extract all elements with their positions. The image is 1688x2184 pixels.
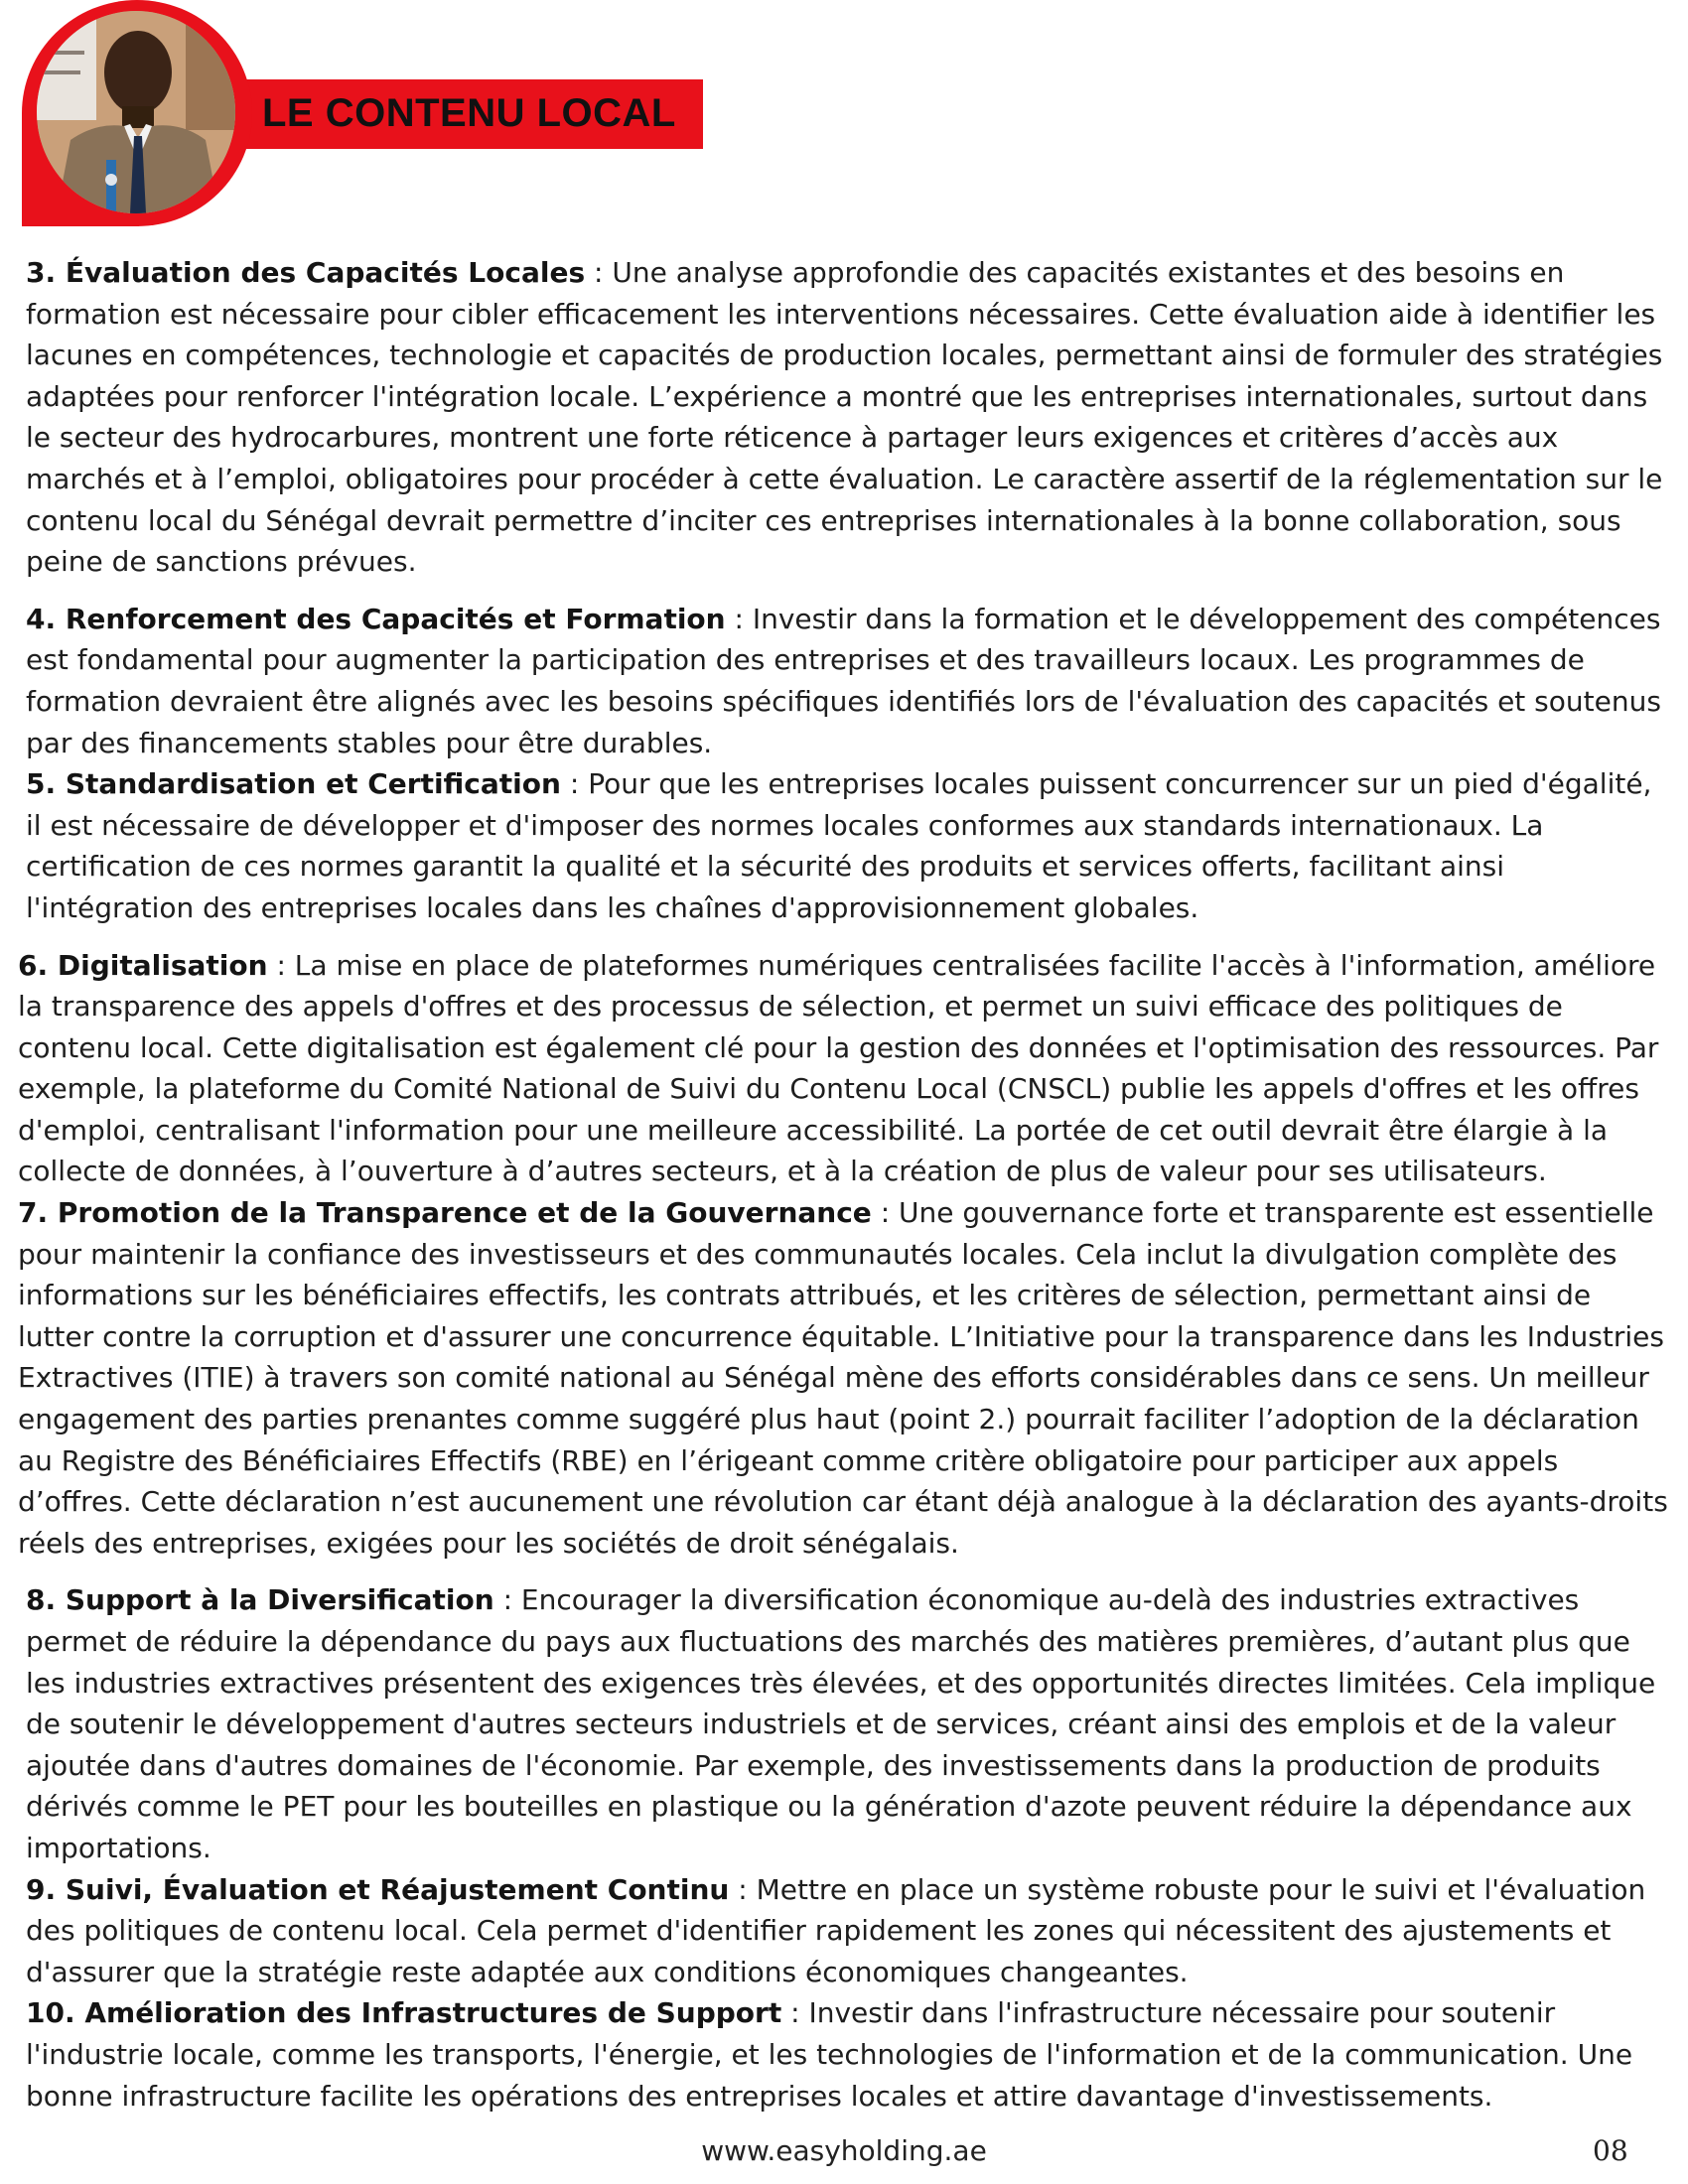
- section-6: [18, 945, 1674, 1193]
- section-5: [26, 763, 1674, 928]
- separator: :: [493, 1583, 521, 1617]
- separator: :: [871, 1196, 900, 1230]
- section-heading: 3. Évaluation des Capacités Locales: [26, 256, 586, 289]
- section-text: Encourager la diversification économique au-delà des industries extractives permet de réduire la dépendance du pays aux fluctuations des marchés des matières premières, d’autant plus que les industries extractives présentent des exigences très élevées, et des opportunités directes limitées. Cela implique de soutenir le développement d'autres secteurs industriels et de services, créant ainsi des emplois et de la valeur ajoutée dans d'autres domaines de l'économie. Par exemple, des investissements dans la production de produits dérivés comme le PET pour les bouteilles en plastique ou la génération d'azote peuvent réduire la dépendance aux importations.: [26, 1583, 1656, 1864]
- section-heading: 10. Amélioration des Infrastructures de Support: [26, 1996, 782, 2030]
- section-text: Investir dans l'infrastructure nécessaire pour soutenir l'industrie locale, comme les transports, l'énergie, et les technologies de l'information et de la communication. Une bonne infrastructure facilite les opérations des entreprises locales et attire davantage d'investissements.: [26, 1996, 1633, 2113]
- separator: :: [725, 602, 753, 635]
- section-9: [26, 1869, 1674, 1993]
- footer-website-link[interactable]: www.easyholding.ae: [701, 2134, 987, 2167]
- page-header: [0, 0, 1688, 238]
- section-heading: 6. Digitalisation: [18, 948, 268, 982]
- section-text: La mise en place de plateformes numériques centralisées facilite l'accès à l'information, améliore la transparence des appels d'offres et des processus de sélection, et permet un suivi efficace des politiques de contenu local. Cette digitalisation est également clé pour la gestion des données et l'optimisation des ressources. Par exemple, la plateforme du Comité National de Suivi du Contenu Local (CNSCL) publie les appels d'offres et les offres d'emploi, centralisant l'information pour une meilleure accessibilité. La portée de cet outil devrait être élargie à la collecte de données, à l’ouverture à d’autres secteurs, et à la création de plus de valeur pour ses utilisateurs.: [18, 948, 1659, 1188]
- separator: :: [560, 767, 589, 801]
- section-text: Pour que les entreprises locales puissent concurrencer sur un pied d'égalité, il est nécessaire de développer et d'imposer des normes locales conformes aux standards internationaux. La certification de ces normes garantit la qualité et la sécurité des produits et services offerts, facilitant ainsi l'intégration des entreprises locales dans les chaînes d'approvisionnement globales.: [26, 767, 1652, 924]
- section-8: [26, 1579, 1674, 1868]
- section-7: [18, 1192, 1674, 1564]
- author-photo: [37, 11, 235, 213]
- section-heading: 8. Support à la Diversification: [26, 1583, 494, 1617]
- article-body: [18, 252, 1674, 2116]
- section-text: Investir dans la formation et le développement des compétences est fondamental pour augmenter la participation des entreprises et des travailleurs locaux. Les programmes de formation devraient être alignés avec les besoins spécifiques identifiés lors de l'évaluation des capacités et soutenus par des financements stables pour être durables.: [26, 602, 1661, 759]
- page-number: 08: [1593, 2134, 1628, 2167]
- section-heading: 7. Promotion de la Transparence et de la Gouvernance: [18, 1196, 872, 1230]
- section-text: Une gouvernance forte et transparente est essentielle pour maintenir la confiance des investisseurs et des communautés locales. Cela inclut la divulgation complète des informations sur les bénéficiaires effectifs, les contrats attribués, et les critères de sélection, permettant ainsi de lutter contre la corruption et d'assurer une concurrence équitable. L’Initiative pour la transparence dans les Industries Extractives (ITIE) à travers son comité national au Sénégal mène des efforts considérables dans ce sens. Un meilleur engagement des parties prenantes comme suggéré plus haut (point 2.) pourrait faciliter l’adoption de la déclaration au Registre des Bénéficiaires Effectifs (RBE) en l’érigeant comme critère obligatoire pour participer aux appels d’offres. Cette déclaration n’est aucunement une révolution car étant déjà analogue à la déclaration des ayants-droits réels des entreprises, exigées pour les sociétés de droit sénégalais.: [18, 1196, 1668, 1560]
- page-title: LE CONTENU LOCAL: [262, 91, 676, 135]
- section-text: Une analyse approfondie des capacités existantes et des besoins en formation est nécessaire pour cibler efficacement les interventions nécessaires. Cette évaluation aide à identifier les lacunes en compétences, technologie et capacités de production locales, permettant ainsi de formuler des stratégies adaptées pour renforcer l'intégration locale. L’expérience a montré que les entreprises internationales, surtout dans le secteur des hydrocarbures, montrent une forte réticence à partager leurs exigences et critères d’accès aux marchés et à l’emploi, obligatoires pour procéder à cette évaluation. Le caractère assertif de la réglementation sur le contenu local du Sénégal devrait permettre d’inciter ces entreprises internationales à la bonne collaboration, sous peine de sanctions prévues.: [26, 256, 1663, 579]
- section-text: Mettre en place un système robuste pour le suivi et l'évaluation des politiques de contenu local. Cela permet d'identifier rapidement les zones qui nécessitent des ajustements et d'assurer que la stratégie reste adaptée aux conditions économiques changeantes.: [26, 1872, 1646, 1988]
- separator: :: [781, 1996, 809, 2030]
- section-heading: 4. Renforcement des Capacités et Formation: [26, 602, 726, 635]
- section-3: [26, 252, 1674, 583]
- separator: :: [585, 256, 613, 289]
- section-4: [26, 599, 1674, 763]
- section-heading: 9. Suivi, Évaluation et Réajustement Continu: [26, 1872, 730, 1906]
- separator: :: [267, 948, 295, 982]
- section-10: [26, 1992, 1674, 2116]
- title-banner: [234, 79, 703, 149]
- section-heading: 5. Standardisation et Certification: [26, 767, 561, 801]
- separator: :: [729, 1872, 757, 1906]
